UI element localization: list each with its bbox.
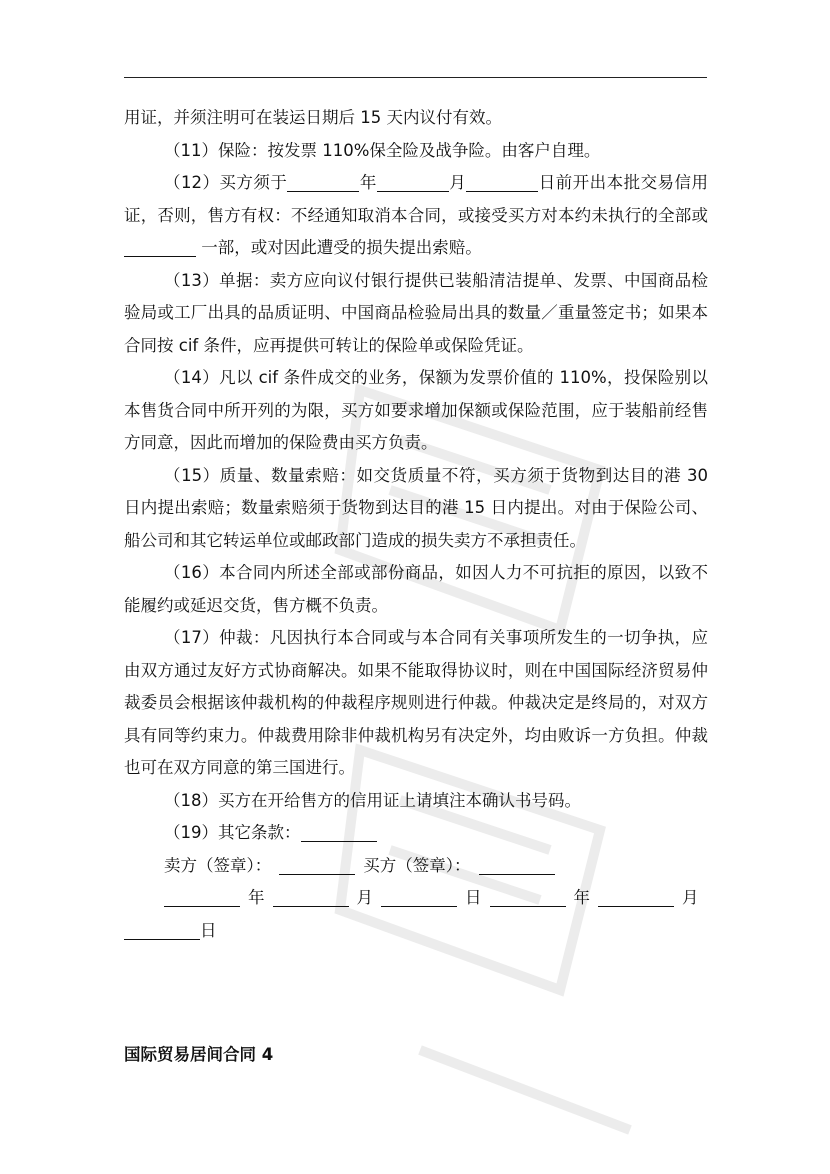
blank-month — [377, 171, 449, 192]
blank-date-4 — [490, 886, 566, 907]
clause-14-cif-insurance: （14）凡以 cif 条件成交的业务，保额为发票价值的 110%，投保险别以本售货合同中所开列的为限，买方如要求增加保额或保险范围，应于装船前经售方同意，因此而增加的保险费由买方负责。 — [124, 368, 708, 452]
date-line-continued: 日 — [124, 915, 708, 948]
blank-other-terms — [301, 821, 377, 842]
paragraph-10-continued: 用证，并须注明可在装运日期后 15 天内议付有效。 — [124, 108, 502, 127]
clause-13-documents: （13）单据：卖方应向议付银行提供已装船清洁提单、发票、中国商品检验局或工厂出具的品质证明、中国商品检验局出具的数量／重量签定书；如果本合同按 cif 条件，应再提供可转让的保险单或保险凭证。 — [124, 270, 708, 355]
blank-seller-sign — [279, 854, 355, 875]
blank-portion — [124, 236, 196, 257]
blank-date-5 — [598, 886, 674, 907]
blank-date-6 — [124, 919, 200, 940]
blank-year — [287, 171, 359, 192]
blank-date-1 — [164, 886, 240, 907]
blank-date-3 — [381, 886, 457, 907]
clause-15-claims: （15）质量、数量索赔：如交货质量不符，买方须于货物到达目的港 30 日内提出索赔；数量索赔须于货物到达目的港 15 日内提出。对由于保险公司、船公司和其它转运单位或邮政部门造成的损失卖方不承担责任。 — [124, 465, 708, 550]
clause-11-insurance: （11）保险：按发票 110%保全险及战争险。由客户自理。 — [164, 140, 601, 160]
blank-day — [466, 171, 538, 192]
blank-buyer-sign — [479, 854, 555, 875]
blank-date-2 — [273, 886, 349, 907]
clause-12-letter-of-credit: （12）买方须于 年 月 日前开出本批交易信用证，否则，售方有权：不经通知取消本合同，或接受买方对本约未执行的全部或 一部，或对因此遭受的损失提出索赔。 — [124, 173, 709, 257]
header-rule — [124, 77, 707, 78]
clause-18-confirmation: （18）买方在开给售方的信用证上请填注本确认书号码。 — [164, 790, 581, 810]
clause-16-force-majeure: （16）本合同内所述全部或部份商品，如因人力不可抗拒的原因，以致不能履约或延迟交货，售方概不负责。 — [124, 563, 708, 615]
document-body — [124, 102, 708, 947]
clause-17-arbitration: （17）仲裁：凡因执行本合同或与本合同有关事项所发生的一切争执，应由双方通过友好方式协商解决。如果不能取得协议时，则在中国国际经济贸易仲裁委员会根据该仲裁机构的仲裁程序规则进行仲裁。仲裁决定是终局的，对双方具有同等约束力。仲裁费用除非仲裁机构另有决定外，均由败诉一方负担。仲裁也可在双方同意的第三国进行。 — [124, 628, 708, 777]
date-line: 年 月 日 年 月 — [124, 882, 708, 915]
clause-19-other-terms: （19）其它条款： — [124, 817, 708, 850]
section-heading: 国际贸易居间合同 4 — [124, 1045, 274, 1064]
signature-line: 卖方（签章）： 买方（签章）： — [124, 850, 708, 883]
